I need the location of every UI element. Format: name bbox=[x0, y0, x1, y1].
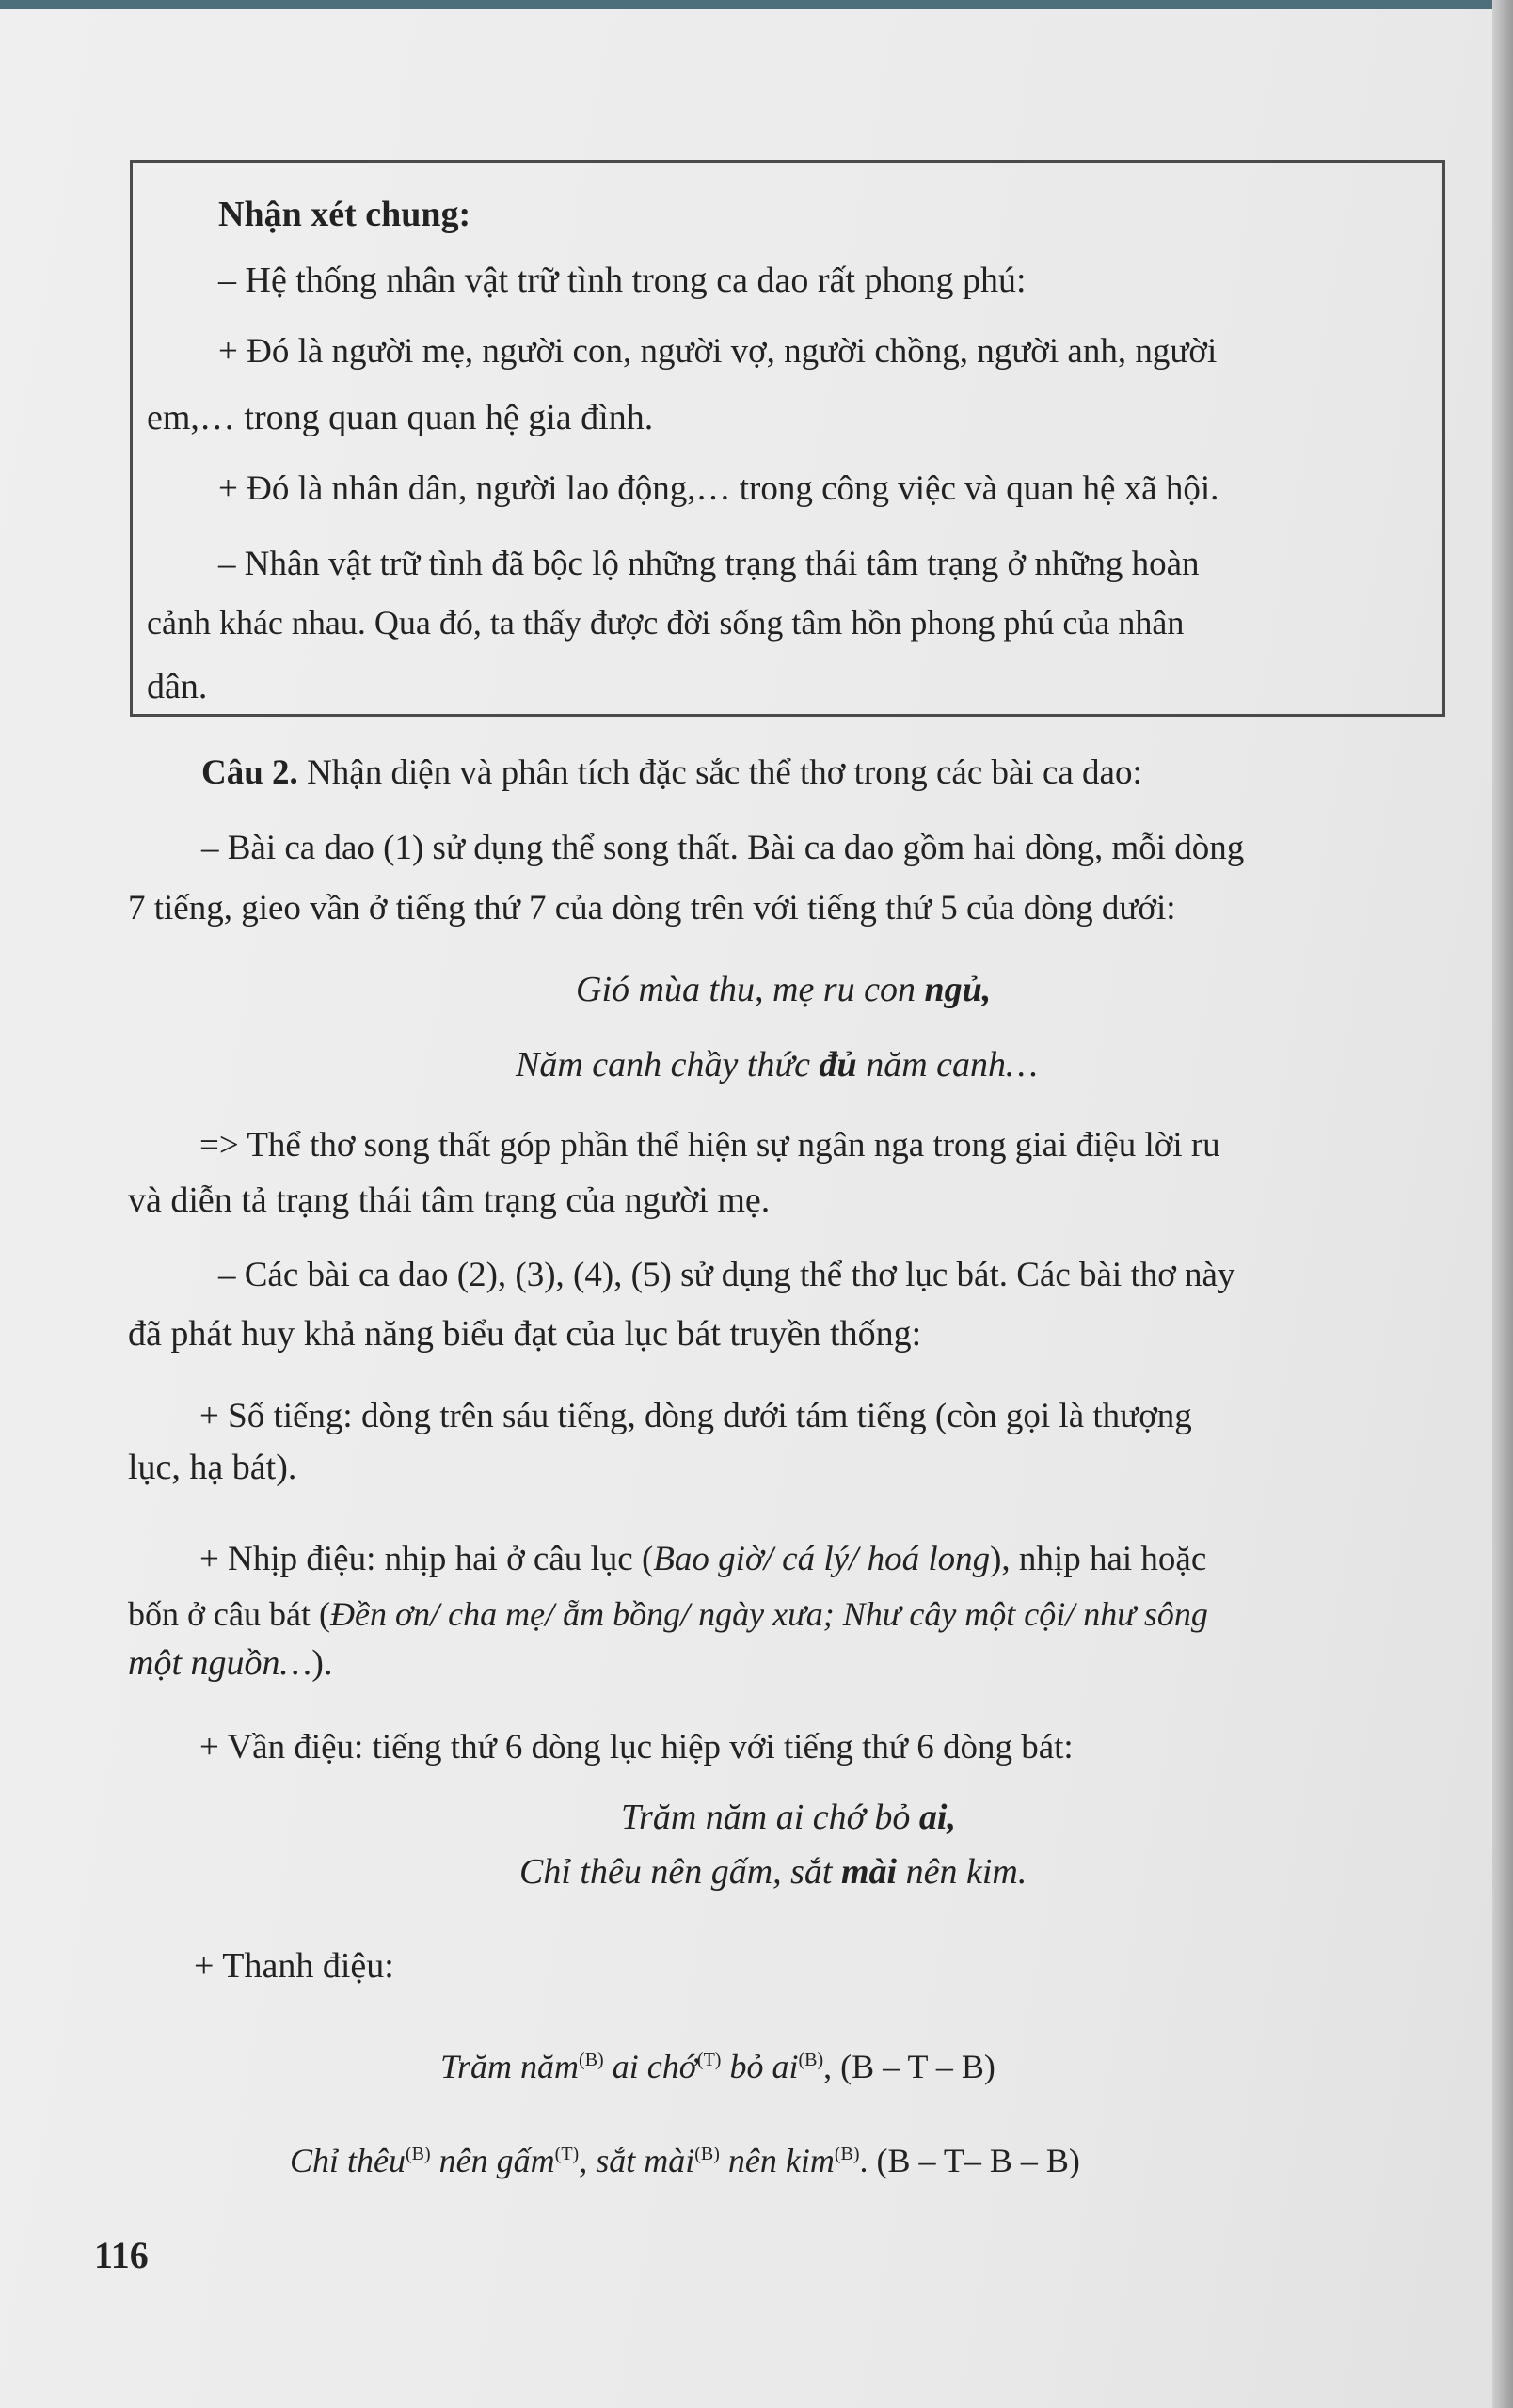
summary-line-7: dân. bbox=[147, 667, 208, 706]
tone1-pattern: , (B – T – B) bbox=[823, 2048, 995, 2085]
summary-heading: Nhận xét chung: bbox=[218, 195, 471, 234]
verse1-line-2 bbox=[516, 1044, 1038, 1085]
p2-line-1: => Thể thơ song thất góp phần thể hiện sự ngân nga trong giai điệu lời ru bbox=[199, 1126, 1220, 1164]
tone-line-1 bbox=[440, 2039, 995, 2087]
tone2-word-1: Chỉ thêu bbox=[290, 2142, 406, 2179]
verse1-line-1-text: Gió mùa thu, mẹ ru con bbox=[576, 970, 925, 1009]
verse1-rhyme-word-2: đủ bbox=[819, 1045, 857, 1085]
summary-line-2: + Đó là người mẹ, người con, người vợ, người chồng, người anh, người bbox=[218, 332, 1218, 371]
tone2-mark-4: (B) bbox=[834, 2144, 860, 2164]
p5-example-bat: Đền ơn/ cha mẹ/ ẵm bồng/ ngày xưa; Như cây một cội/ như sông bbox=[329, 1595, 1208, 1633]
question-2-title bbox=[201, 752, 1142, 794]
verse2-rhyme-word-1: ai, bbox=[918, 1798, 956, 1837]
tone2-mark-1: (B) bbox=[406, 2144, 431, 2164]
p1-line-2: 7 tiếng, gieo vần ở tiếng thứ 7 của dòng trên với tiếng thứ 5 của dòng dưới: bbox=[128, 889, 1176, 927]
p5-text-c: ), nhịp hai hoặc bbox=[990, 1540, 1207, 1578]
p3-line-2: đã phát huy khả năng biểu đạt của lục bát truyền thống: bbox=[128, 1314, 922, 1354]
verse2-line-2-text-a: Chỉ thêu nên gấm, sắt bbox=[519, 1852, 841, 1892]
p2-line-2: và diễn tả trạng thái tâm trạng của người mẹ. bbox=[128, 1180, 771, 1220]
p6-line: + Vần điệu: tiếng thứ 6 dòng lục hiệp với tiếng thứ 6 dòng bát: bbox=[199, 1728, 1074, 1766]
summary-line-3: em,… trong quan quan hệ gia đình. bbox=[147, 398, 654, 437]
page-top-band bbox=[0, 0, 1513, 9]
page-edge-shadow bbox=[1492, 0, 1513, 2408]
tone2-mark-3: (B) bbox=[694, 2144, 720, 2164]
page-number: 116 bbox=[94, 2234, 149, 2276]
tone2-word-2: nên gấm bbox=[430, 2142, 555, 2179]
verse2-line-2 bbox=[519, 1851, 1027, 1893]
tone2-word-4: nên kim bbox=[719, 2142, 835, 2179]
p5-example-luc: Bao giờ/ cá lý/ hoá long bbox=[653, 1540, 991, 1578]
p4-line-1: + Số tiếng: dòng trên sáu tiếng, dòng dưới tám tiếng (còn gọi là thượng bbox=[199, 1397, 1192, 1435]
tone1-word-2: ai chớ bbox=[603, 2048, 697, 2085]
tone1-mark-2: (T) bbox=[696, 2050, 722, 2070]
tone1-mark-3: (B) bbox=[798, 2050, 824, 2070]
question-2-text: Nhận diện và phân tích đặc sắc thể thơ trong các bài ca dao: bbox=[297, 753, 1142, 792]
summary-line-5: – Nhân vật trữ tình đã bộc lộ những trạng thái tâm trạng ở những hoàn bbox=[218, 545, 1200, 583]
tone2-word-3: , sắt mài bbox=[579, 2142, 695, 2179]
p5-line-2 bbox=[128, 1593, 1208, 1635]
summary-line-4: + Đó là nhân dân, người lao động,… trong công việc và quan hệ xã hội. bbox=[218, 469, 1219, 508]
p5-text-d: bốn ở câu bát ( bbox=[128, 1595, 330, 1633]
tone1-word-1: Trăm năm bbox=[440, 2048, 580, 2085]
p5-line-3 bbox=[128, 1642, 332, 1684]
verse1-line-2-text-c: năm canh… bbox=[856, 1045, 1038, 1085]
p1-line-1: – Bài ca dao (1) sử dụng thể song thất. Bài ca dao gồm hai dòng, mỗi dòng bbox=[201, 829, 1245, 867]
summary-line-1: – Hệ thống nhân vật trữ tình trong ca dao rất phong phú: bbox=[218, 261, 1027, 300]
tone1-word-3: bỏ ai bbox=[721, 2048, 799, 2085]
summary-line-6: cảnh khác nhau. Qua đó, ta thấy được đời sống tâm hồn phong phú của nhân bbox=[147, 604, 1185, 642]
verse2-line-1 bbox=[621, 1797, 956, 1838]
verse2-line-1-text: Trăm năm ai chớ bỏ bbox=[621, 1798, 919, 1837]
p7-line: + Thanh điệu: bbox=[194, 1946, 394, 1986]
tone1-mark-1: (B) bbox=[579, 2050, 604, 2070]
tone2-mark-2: (T) bbox=[554, 2144, 580, 2164]
verse1-line-1 bbox=[576, 969, 991, 1010]
verse2-line-2-text-c: nên kim. bbox=[897, 1852, 1027, 1892]
p5-line-1 bbox=[199, 1539, 1206, 1580]
p3-line-1: – Các bài ca dao (2), (3), (4), (5) sử dụng thể thơ lục bát. Các bài thơ này bbox=[218, 1256, 1235, 1294]
p5-text-a: + Nhịp điệu: nhịp hai ở câu lục ( bbox=[199, 1540, 654, 1578]
verse1-line-2-text-a: Năm canh chầy thức bbox=[516, 1045, 820, 1085]
question-2-label: Câu 2. bbox=[201, 753, 298, 792]
p5-example-bat-end: một nguồn… bbox=[128, 1643, 312, 1683]
tone-line-2 bbox=[290, 2133, 1080, 2181]
verse2-rhyme-word-2: mài bbox=[840, 1852, 898, 1892]
p4-line-2: lục, hạ bát). bbox=[128, 1448, 297, 1487]
p5-text-g: ). bbox=[311, 1643, 333, 1683]
tone2-pattern: . (B – T– B – B) bbox=[859, 2142, 1080, 2179]
verse1-rhyme-word-1: ngủ, bbox=[924, 970, 992, 1009]
